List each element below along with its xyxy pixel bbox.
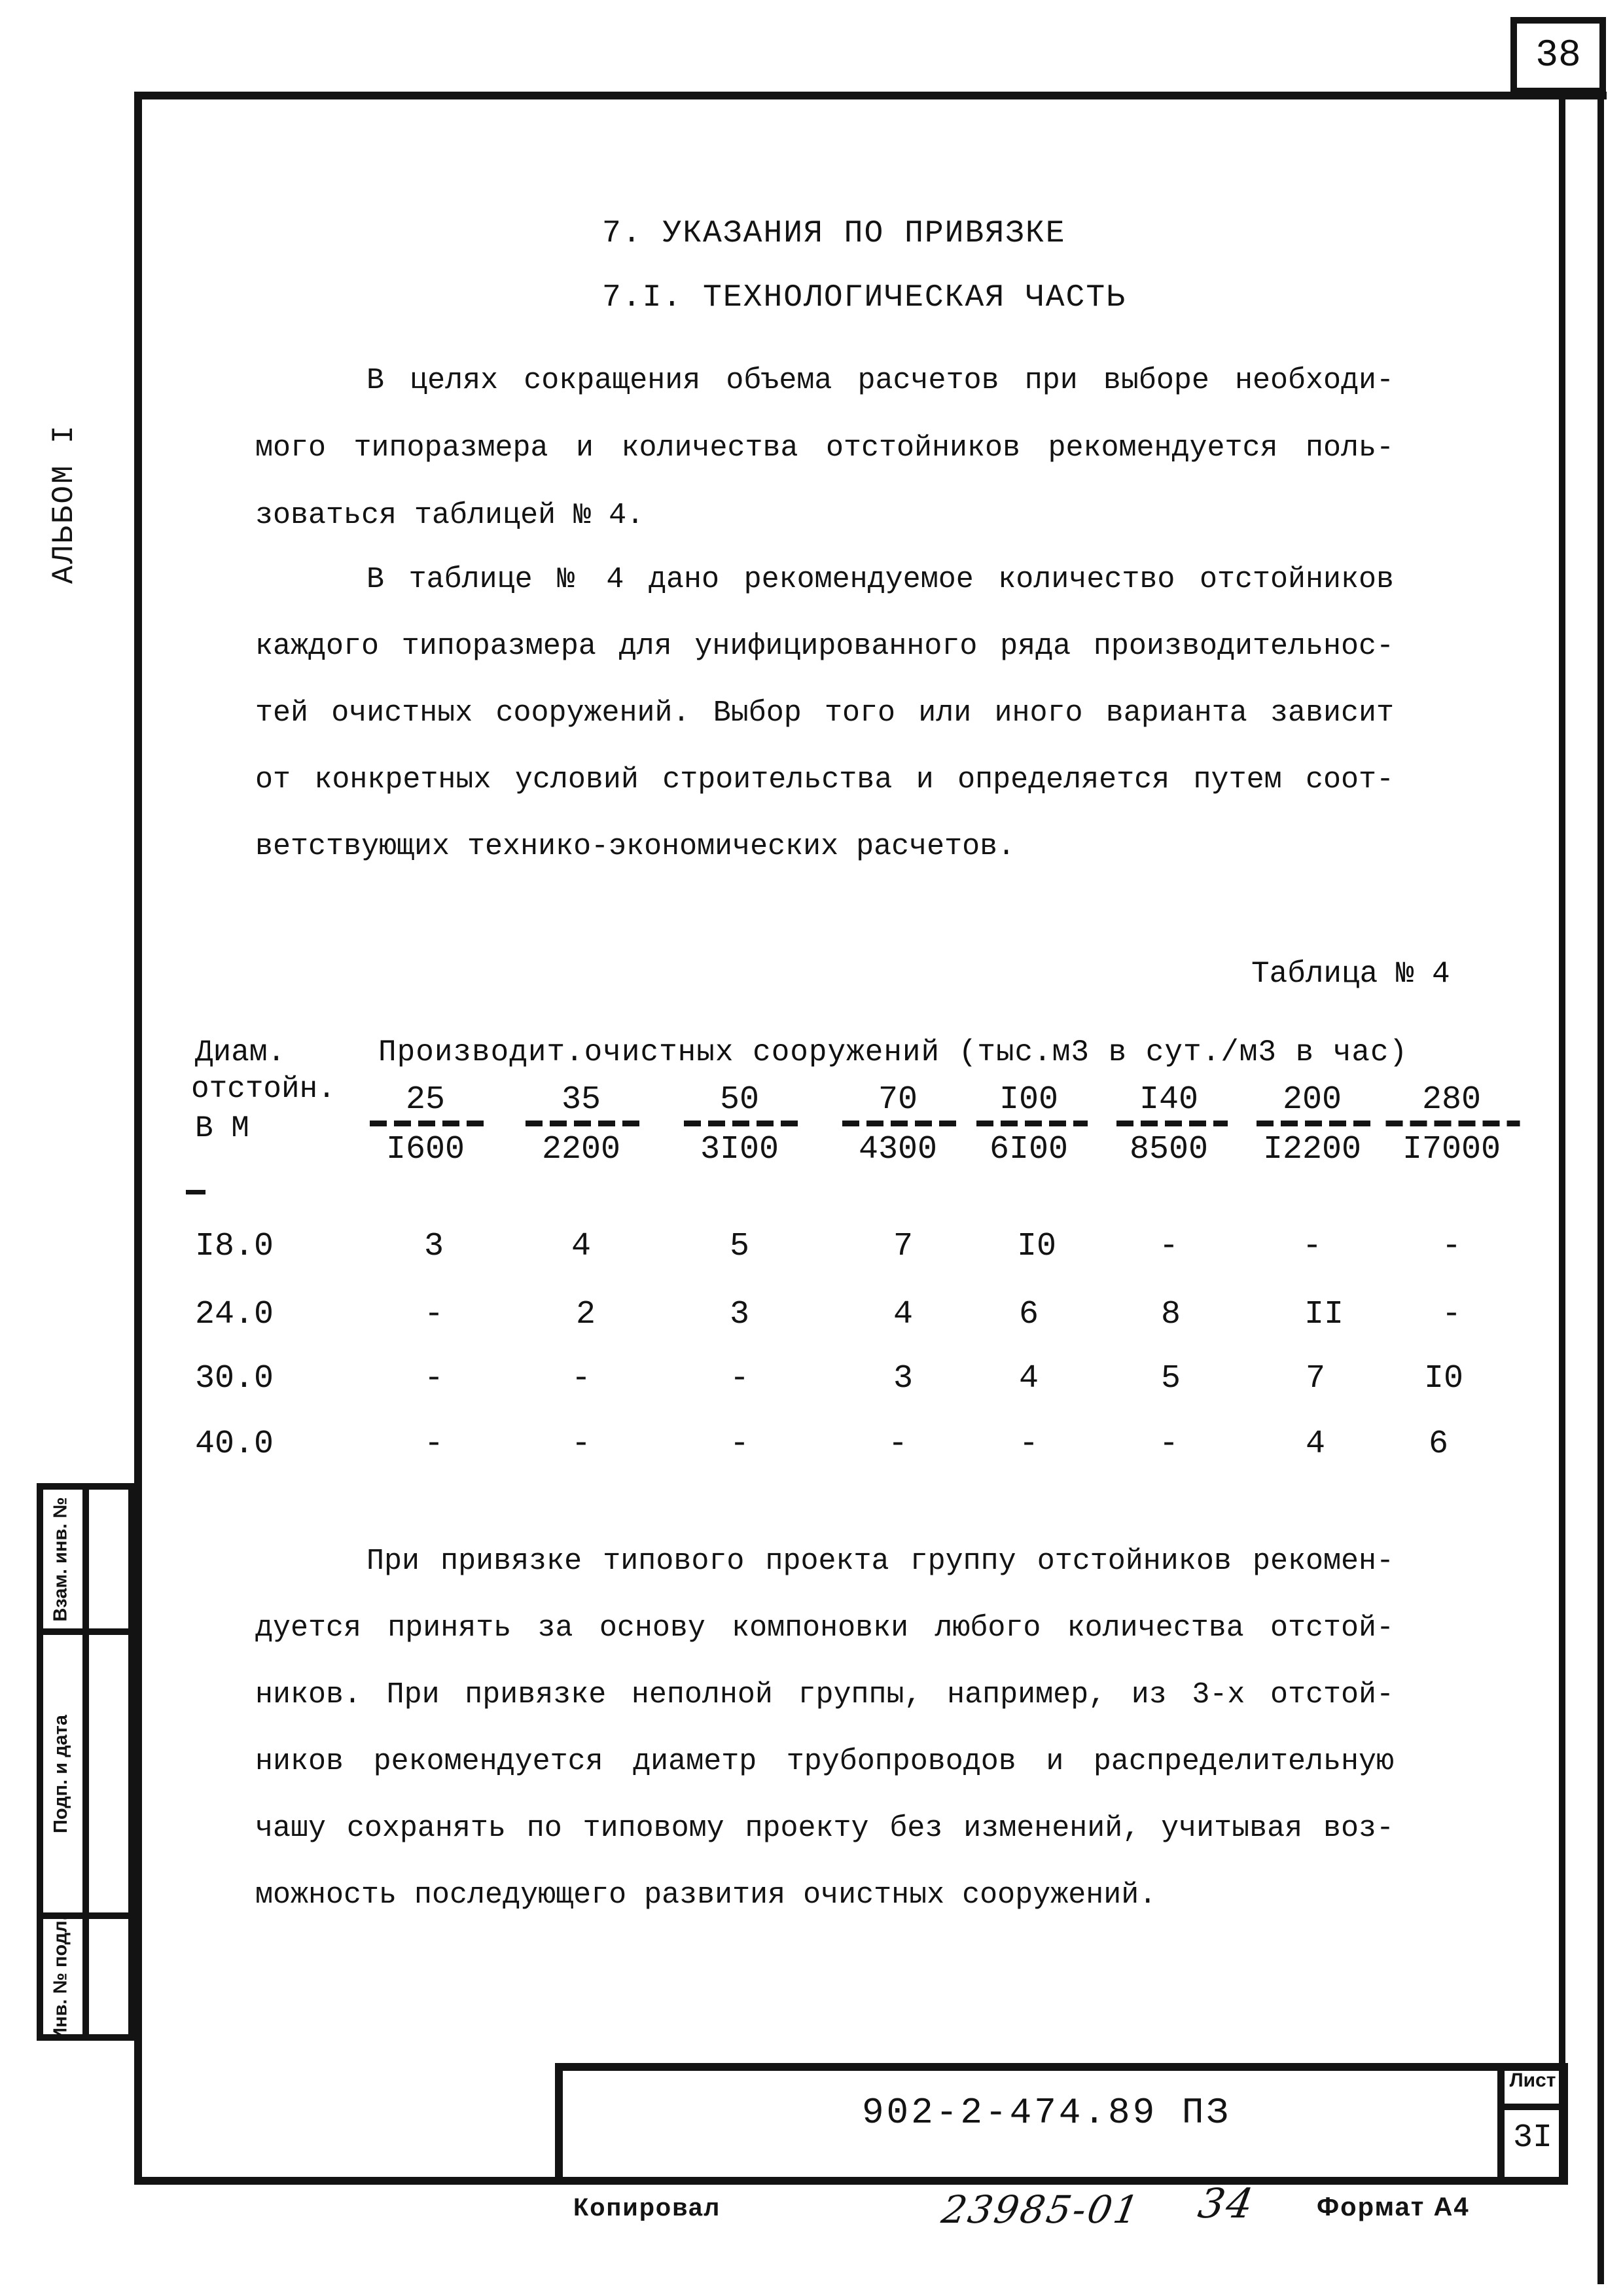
fraction-dash [842,1121,960,1126]
table-value: 4 [1305,1426,1326,1463]
paragraph-line: дуется принять за основу компоновки любого количества отстой- [255,1611,1394,1645]
table-value: 6 [1018,1296,1039,1333]
col-den: I600 [385,1131,465,1168]
album-vertical-label: АЛЬБОМ I [47,423,81,584]
table-value: 4 [893,1296,914,1333]
table-value: 3 [423,1228,444,1265]
col-num: 280 [1421,1081,1482,1119]
stamp-label: Подп. и дата [50,1714,71,1833]
paragraph-line: ников. При привязке неполной группы, например, из 3-х отстой- [255,1678,1394,1712]
handwritten-code: 23985-01 [938,2187,1144,2232]
table-value: - [571,1426,592,1463]
col-num: 70 [878,1081,918,1119]
table-colhead: Производит.очистных сооружений (тыс.м3 в сут./м3 в час) [378,1035,1408,1069]
table-value: 8 [1160,1296,1181,1333]
col-den: 3I00 [700,1131,779,1168]
col-den: 6I00 [989,1131,1069,1168]
col-num: 35 [561,1081,601,1119]
stamp-label: Инв. № подл. [50,1914,71,2041]
row-label: 24.0 [195,1296,274,1333]
page-number: 38 [1535,34,1581,77]
paragraph-line: При привязке типового проекта группу отстойников рекомен- [366,1545,1394,1578]
fraction-dash [976,1121,1088,1126]
fraction-dash [1116,1121,1228,1126]
row-label: 40.0 [195,1426,274,1463]
table-rowhead-line: отстойн. [191,1072,336,1106]
table-value: - [1158,1228,1179,1265]
stamp-cell [39,1490,82,1628]
col-den: I7000 [1402,1131,1501,1168]
col-den: 4300 [858,1131,938,1168]
table-value: 4 [571,1228,592,1265]
page-number-box [1510,17,1606,94]
handwritten-number: 34 [1194,2179,1259,2227]
col-den: 2200 [541,1131,621,1168]
table-value: I0 [1423,1360,1464,1397]
table-value: - [423,1426,444,1463]
table-value: 5 [1160,1360,1181,1397]
table-value: 3 [729,1296,750,1333]
table-value: 6 [1428,1426,1449,1463]
fraction-dash [370,1121,488,1126]
paragraph-line: ветствующих технико-экономических расчетов. [255,830,1016,863]
copied-label: Копировал [573,2194,721,2221]
table-rowhead-line: Диам. [195,1035,286,1069]
left-stamp-divider [82,1483,89,2041]
fraction-dash [684,1121,802,1126]
paragraph-line: В таблице № 4 дано рекомендуемое количество отстойников [366,563,1394,596]
frame-inner-right-line [1559,92,1565,2185]
table-value: II [1304,1296,1344,1333]
paragraph-line: от конкретных условий строительства и определяется путем соот- [255,763,1394,797]
title-block-divider [1497,2104,1568,2110]
document-code: 902-2-474.89 ПЗ [861,2092,1232,2134]
col-num: I40 [1139,1081,1199,1119]
table-value: - [423,1360,444,1397]
row-label: 30.0 [195,1360,274,1397]
fraction-dash [526,1121,643,1126]
sheet-number: 3I [1512,2119,1552,2157]
table-rowhead-line: В М [195,1111,249,1145]
table-value: - [1158,1426,1179,1463]
col-num: I00 [999,1081,1059,1119]
table-value: - [1018,1426,1039,1463]
table-value: - [423,1296,444,1333]
table-value: - [729,1426,750,1463]
sheet-label: Лист [1509,2070,1556,2091]
table-caption: Таблица № 4 [1251,957,1450,991]
paragraph-line: чашу сохранять по типовому проекту без изменений, учитывая воз- [255,1812,1394,1845]
table-value: - [1441,1296,1462,1333]
col-num: 200 [1282,1081,1342,1119]
table-value: - [1441,1228,1462,1265]
paragraph-line: ников рекомендуется диаметр трубопроводов и распределительную [255,1745,1394,1778]
table-value: 7 [1305,1360,1326,1397]
paragraph-line: мого типоразмера и количества отстойников рекомендуется поль- [255,431,1394,465]
scan-artifact-dash [186,1190,205,1194]
table-value: - [571,1360,592,1397]
stamp-label: Взам. инв. № [50,1496,71,1622]
stamp-cell [39,1635,82,1912]
paragraph-line: каждого типоразмера для унифицированного ряда производительнос- [255,630,1394,663]
table-value: - [887,1426,908,1463]
format-label: Формат А4 [1317,2193,1470,2221]
frame-outer-right-line [1597,92,1604,2284]
col-num: 50 [719,1081,760,1119]
paragraph-line: можность последующего развития очистных сооружений. [255,1878,1157,1912]
table-value: 3 [893,1360,914,1397]
table-value: - [729,1360,750,1397]
col-den: 8500 [1129,1131,1209,1168]
col-den: I2200 [1262,1131,1362,1168]
frame-top-line [134,92,1607,99]
table-value: 5 [729,1228,750,1265]
table-value: 2 [575,1296,596,1333]
section-title: 7. УКАЗАНИЯ ПО ПРИВЯЗКЕ [602,216,1066,251]
stamp-cell [39,1914,82,2041]
table-value: 7 [893,1228,914,1265]
paragraph-line: зоваться таблицей № 4. [255,499,645,532]
left-stamp-divider [37,1628,135,1635]
table-value: 4 [1018,1360,1039,1397]
frame-left-line [134,92,142,2185]
table-value: - [1302,1228,1323,1265]
table-value: I0 [1016,1228,1057,1265]
row-label: I8.0 [195,1228,274,1265]
paragraph-line: В целях сокращения объема расчетов при выборе необходи- [366,364,1394,397]
fraction-dash [1386,1121,1520,1126]
subsection-title: 7.I. ТЕХНОЛОГИЧЕСКАЯ ЧАСТЬ [602,280,1126,315]
col-num: 25 [405,1081,446,1119]
paragraph-line: тей очистных сооружений. Выбор того или иного варианта зависит [255,696,1394,730]
fraction-dash [1257,1121,1374,1126]
